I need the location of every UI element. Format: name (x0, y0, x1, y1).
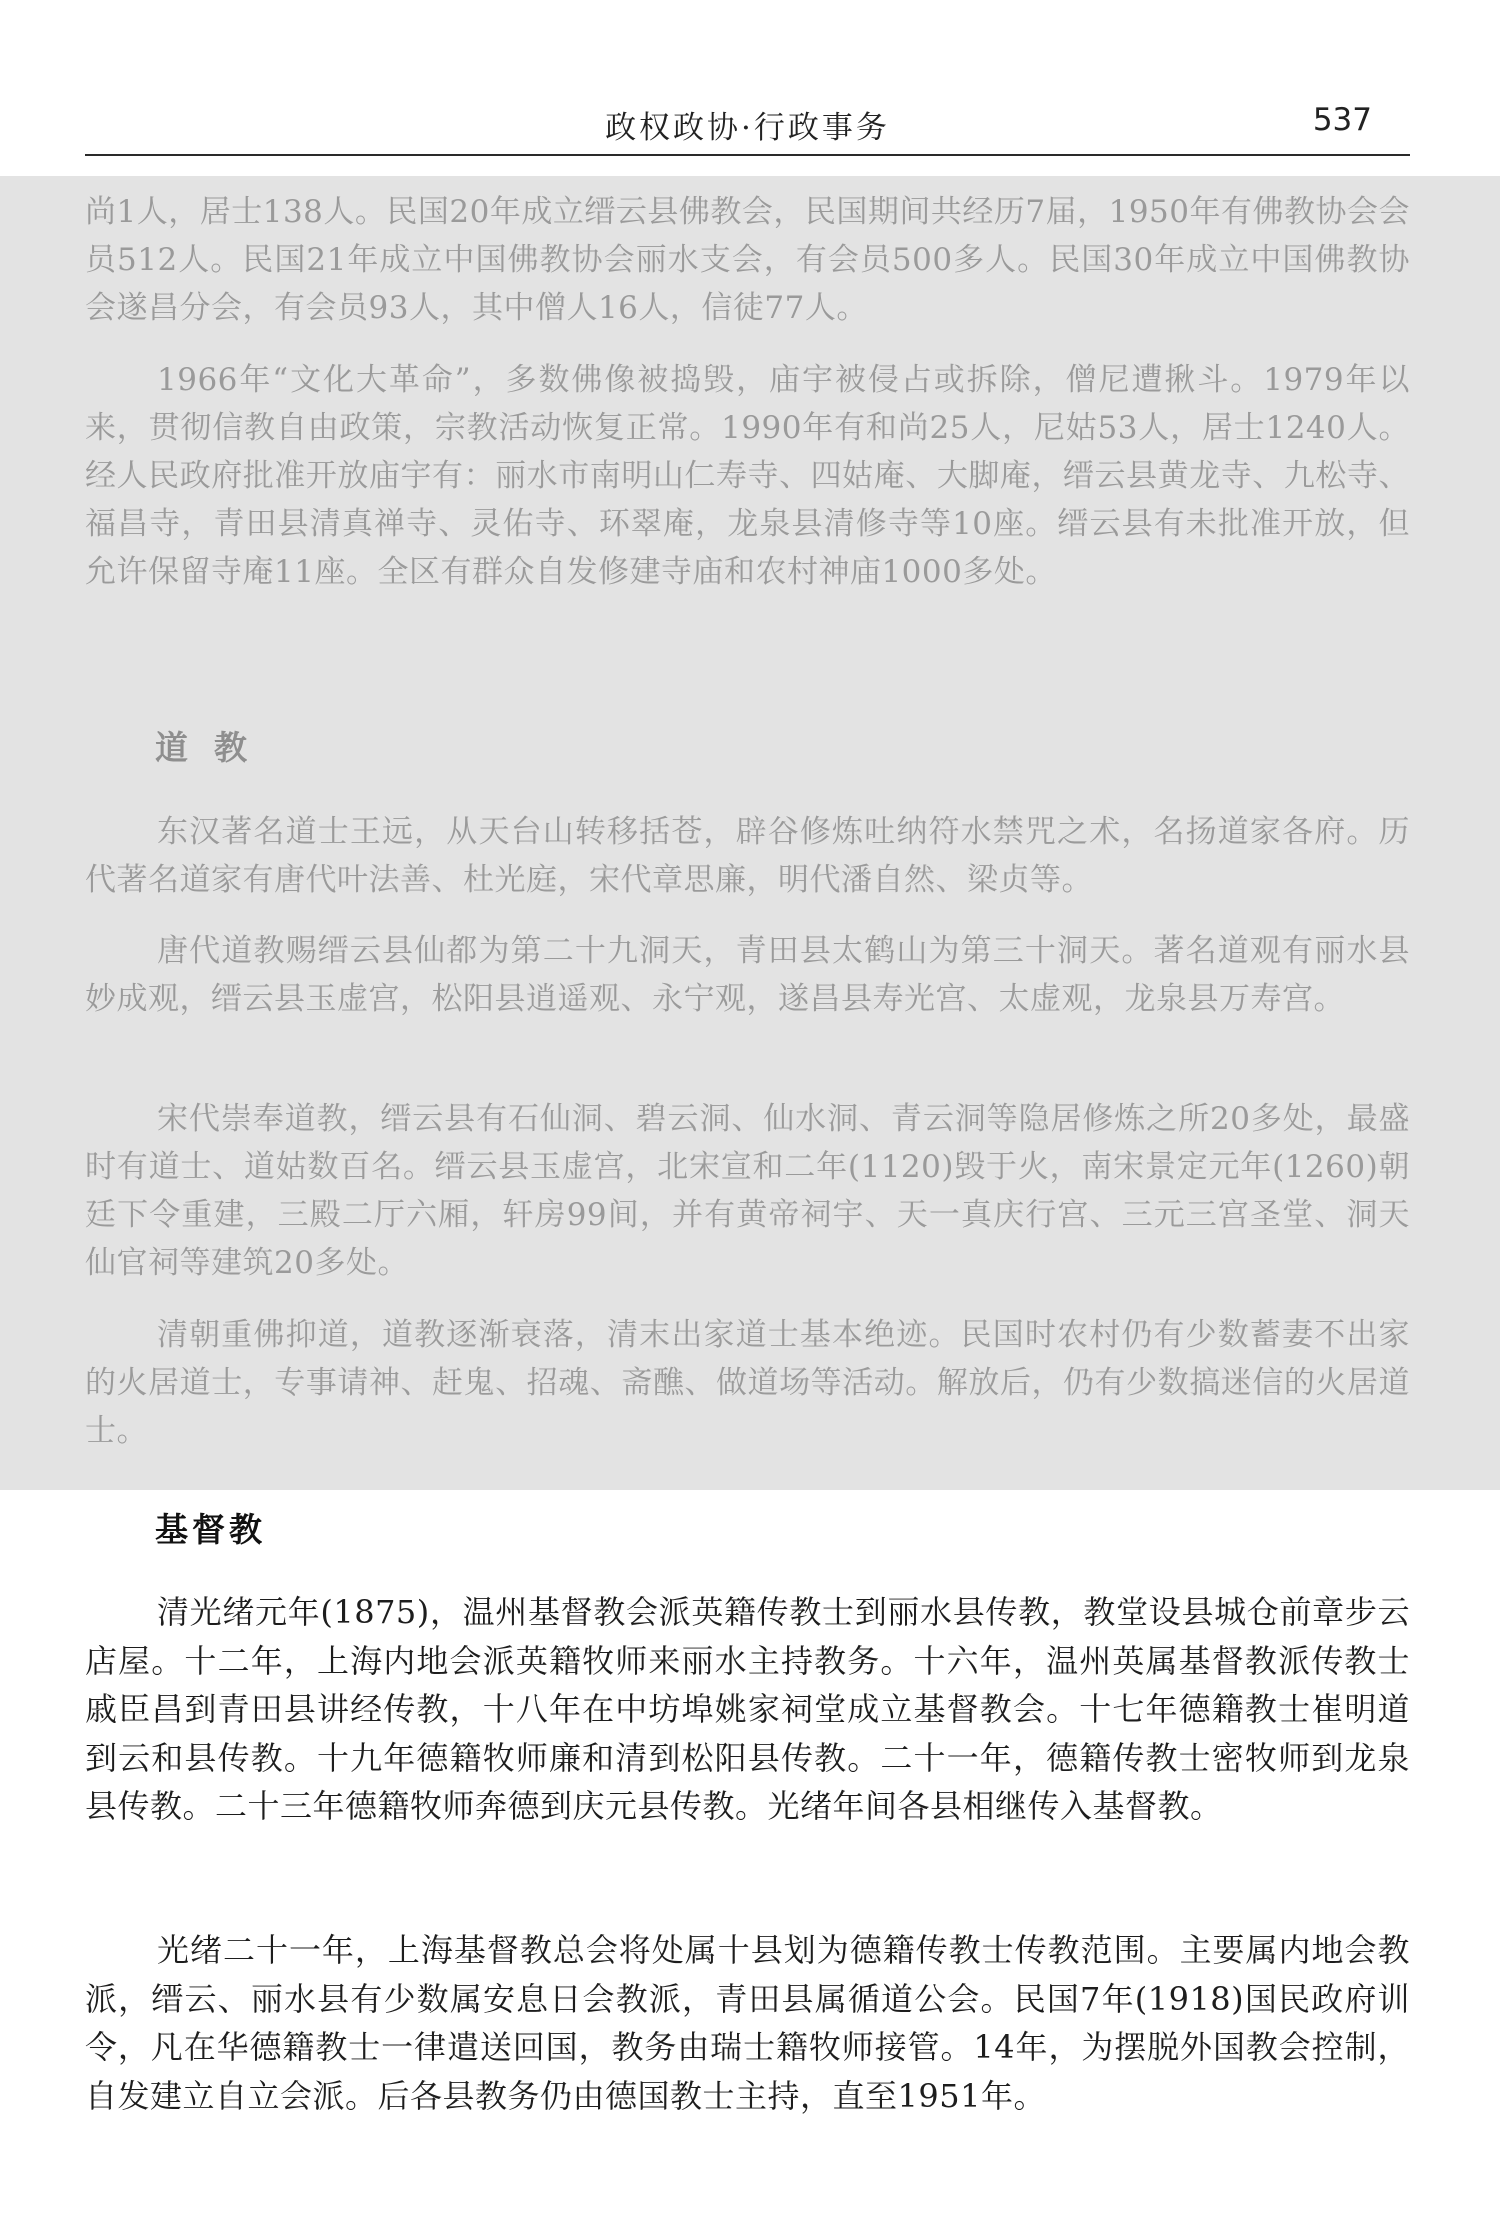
header-title: 政权政协·行政事务 (605, 110, 890, 146)
running-header (85, 92, 1410, 156)
christianity-paragraph-1: 清光绪元年(1875)，温州基督教会派英籍传教士到丽水县传教，教堂设县城仓前章步云店屋。十二年，上海内地会派英籍牧师来丽水主持教务。十六年，温州英属基督教派传教士戚臣昌到青田县讲经传教，十八年在中坊埠姚家祠堂成立基督教会。十七年德籍教士崔明道到云和县传教。十九年德籍牧师廉和清到松阳县传教。二十一年，德籍传教士密牧师到龙泉县传教。二十三年德籍牧师奔德到庆元县传教。光绪年间各县相继传入基督教。 (85, 1593, 1410, 1825)
buddhism-paragraph-1: 尚1人，居士138人。民国20年成立缙云县佛教会，民国期间共经历7届，1950年有佛教协会会员512人。民国21年成立中国佛教协会丽水支会，有会员500多人。民国30年成立中国佛教协会遂昌分会，有会员93人，其中僧人16人，信徒77人。 (85, 194, 1410, 326)
christianity-heading: 基督教 (155, 1510, 266, 1549)
taoism-paragraph-4: 清朝重佛抑道，道教逐渐衰落，清末出家道士基本绝迹。民国时农村仍有少数蓄妻不出家的火居道士，专事请神、赶鬼、招魂、斋醮、做道场等活动。解放后，仍有少数搞迷信的火居道士。 (85, 1317, 1410, 1449)
taoism-paragraph-2: 唐代道教赐缙云县仙都为第二十九洞天，青田县太鹤山为第三十洞天。著名道观有丽水县妙成观，缙云县玉虚宫，松阳县逍遥观、永宁观，遂昌县寿光宫、太虚观，龙泉县万寿宫。 (85, 933, 1410, 1017)
taoism-heading: 道教 (155, 728, 273, 767)
taoism-paragraph-3: 宋代崇奉道教，缙云县有石仙洞、碧云洞、仙水洞、青云洞等隐居修炼之所20多处，最盛时有道士、道姑数百名。缙云县玉虚宫，北宋宣和二年(1120)毁于火，南宋景定元年(1260)朝廷下令重建，三殿二厅六厢，轩房99间，并有黄帝祠宇、天一真庆行宫、三元三宫圣堂、洞天仙官祠等建筑20多处。 (85, 1101, 1410, 1281)
taoism-paragraph-1: 东汉著名道士王远，从天台山转移括苍，辟谷修炼吐纳符水禁咒之术，名扬道家各府。历代著名道家有唐代叶法善、杜光庭，宋代章思廉，明代潘自然、梁贞等。 (85, 814, 1410, 898)
christianity-paragraph-2: 光绪二十一年，上海基督教总会将处属十县划为德籍传教士传教范围。主要属内地会教派，缙云、丽水县有少数属安息日会教派，青田县属循道公会。民国7年(1918)国民政府训令，凡在华德籍教士一律遣送回国，教务由瑞士籍牧师接管。14年，为摆脱外国教会控制，自发建立自立会派。后各县教务仍由德国教士主持，直至1951年。 (85, 1931, 1410, 2115)
buddhism-paragraph-2: 1966年“文化大革命”，多数佛像被捣毁，庙宇被侵占或拆除，僧尼遭揪斗。1979年以来，贯彻信教自由政策，宗教活动恢复正常。1990年有和尚25人，尼姑53人，居士1240人。经人民政府批准开放庙宇有：丽水市南明山仁寿寺、四姑庵、大脚庵，缙云县黄龙寺、九松寺、福昌寺，青田县清真禅寺、灵佑寺、环翠庵，龙泉县清修寺等10座。缙云县有未批准开放，但允许保留寺庵11座。全区有群众自发修建寺庙和农村神庙1000多处。 (85, 362, 1410, 590)
page-number: 537 (1312, 102, 1372, 138)
